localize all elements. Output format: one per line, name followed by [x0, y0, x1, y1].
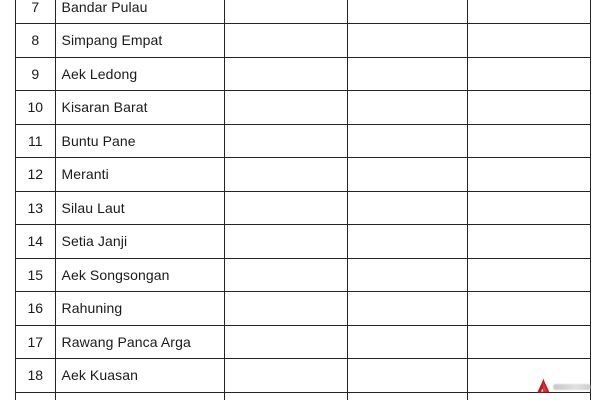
empty-cell-3 [468, 125, 590, 158]
empty-cell-1 [225, 326, 348, 359]
row-number-cell [16, 393, 56, 400]
empty-cell-2 [348, 91, 468, 124]
empty-cell-3 [468, 24, 590, 57]
row-number-cell: 7 [16, 0, 56, 23]
row-number-cell: 11 [16, 125, 56, 158]
empty-cell-1 [225, 58, 348, 91]
table-row [16, 158, 590, 192]
district-name-cell: Aek Kuasan [56, 359, 226, 392]
empty-cell-1 [225, 0, 348, 23]
empty-cell-3 [468, 326, 590, 359]
empty-cell-2 [348, 259, 468, 292]
empty-cell-2 [348, 192, 468, 225]
table-row [16, 58, 590, 92]
table-row [16, 125, 590, 159]
empty-cell-3 [468, 292, 590, 325]
empty-cell-2 [348, 158, 468, 191]
empty-cell-1 [225, 225, 348, 258]
row-number-cell: 15 [16, 259, 56, 292]
table-row [16, 393, 590, 400]
table-row [16, 259, 590, 293]
empty-cell-3 [468, 192, 590, 225]
empty-cell-2 [348, 393, 468, 400]
district-name-cell: Aek Ledong [56, 58, 226, 91]
table-row [16, 24, 590, 58]
empty-cell-2 [348, 225, 468, 258]
empty-cell-1 [225, 292, 348, 325]
district-name-cell: Setia Janji [56, 225, 226, 258]
watermark-logo-icon [537, 378, 550, 393]
district-name-cell: Rahuning [56, 292, 226, 325]
table-row [16, 91, 590, 125]
empty-cell-2 [348, 326, 468, 359]
table-row [16, 225, 590, 259]
watermark [537, 377, 591, 393]
empty-cell-3 [468, 225, 590, 258]
empty-cell-2 [348, 125, 468, 158]
empty-cell-2 [348, 0, 468, 23]
district-name-cell: Simpang Empat [56, 24, 226, 57]
table-row [16, 292, 590, 326]
empty-cell-2 [348, 24, 468, 57]
empty-cell-3 [468, 158, 590, 191]
table-row [16, 0, 590, 24]
row-number-cell: 9 [16, 58, 56, 91]
empty-cell-2 [348, 58, 468, 91]
empty-cell-1 [225, 259, 348, 292]
empty-cell-2 [348, 292, 468, 325]
empty-cell-3 [468, 393, 590, 400]
empty-cell-2 [348, 359, 468, 392]
empty-cell-1 [225, 91, 348, 124]
row-number-cell: 13 [16, 192, 56, 225]
district-name-cell: Rawang Panca Arga [56, 326, 226, 359]
table-row [16, 192, 590, 226]
empty-cell-1 [225, 359, 348, 392]
empty-cell-3 [468, 0, 590, 23]
empty-cell-3 [468, 259, 590, 292]
row-number-cell: 14 [16, 225, 56, 258]
row-number-cell: 18 [16, 359, 56, 392]
empty-cell-1 [225, 125, 348, 158]
district-name-cell: Meranti [56, 158, 226, 191]
district-name-cell: Kisaran Barat [56, 91, 226, 124]
district-name-cell: Aek Songsongan [56, 259, 226, 292]
row-number-cell: 16 [16, 292, 56, 325]
row-number-cell: 10 [16, 91, 56, 124]
watermark-text-smudge [553, 384, 591, 390]
empty-cell-1 [225, 192, 348, 225]
district-name-cell [56, 393, 226, 400]
empty-cell-3 [468, 58, 590, 91]
table-row [16, 326, 590, 360]
districts-table [15, 0, 591, 400]
empty-cell-1 [225, 393, 348, 400]
empty-cell-3 [468, 91, 590, 124]
district-name-cell: Bandar Pulau [56, 0, 226, 23]
district-name-cell: Buntu Pane [56, 125, 226, 158]
row-number-cell: 17 [16, 326, 56, 359]
table-row [16, 359, 590, 393]
empty-cell-1 [225, 24, 348, 57]
district-name-cell: Silau Laut [56, 192, 226, 225]
row-number-cell: 8 [16, 24, 56, 57]
row-number-cell: 12 [16, 158, 56, 191]
empty-cell-1 [225, 158, 348, 191]
